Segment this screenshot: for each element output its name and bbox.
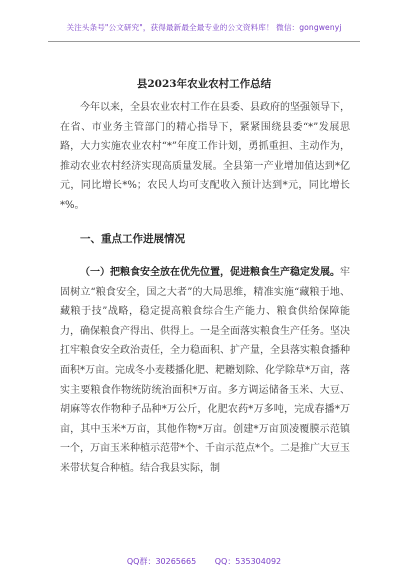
- section-heading: 一、重点工作进展情况: [80, 233, 185, 245]
- intro-paragraph: 今年以来，全县农业农村工作在县委、县政府的坚强领导下，在省、市业务主管部门的精心指导下，紧紧围绕县委“*”发展思路，大力实施农业农村“*”年度工作计划，勇抓重担、主动作为，推动农业农村经济实现高质量发展。全县第一产业增加值达到*亿元，同比增长*%；农民人均可支配收入预计达到*元，同比增长*%。: [60, 102, 350, 211]
- subsection-lead: （一）把粮食安全放在优先位置，促进粮食生产稳定发展。: [80, 267, 340, 278]
- footer-contact: [0, 556, 408, 567]
- document-title: 县2023年农业农村工作总结: [136, 78, 272, 90]
- footer-qq-group: QQ群：30265665: [126, 557, 197, 566]
- subsection-paragraph: [60, 263, 350, 553]
- header-banner: 关注头条号"公文研究"，获得最新最全最专业的公文资料库！ 微信：gongwenyj: [66, 23, 342, 32]
- header-divider: [48, 41, 360, 42]
- footer-qq: QQ：535304092: [214, 557, 282, 566]
- subsection-body: 牢固树立“粮食安全，国之大者”的大局思维，精准实施“藏粮于地、藏粮于技”战略，稳定提高粮食综合生产能力、粮食供给保障能力，确保粮食产得出、供得上。一是全面落实粮食生产任务。坚决扛牢粮食安全政治责任，全力稳面积、扩产量，全县落实粮食播种面积*万亩。完成冬小麦耧播化肥、耙耱划除、化学除草*万亩，落实主要粮食作物统防统治面积*万亩。多方调运储备玉米、大豆、胡麻等农作物种子品种*万公斤，化肥农药*万多吨，完成春播*万亩，其中玉米*万亩，其他作物*万亩。创建*万亩顶凌覆膜示范镇一个，万亩玉米种植示范带*个、千亩示范点*个。二是推广大豆玉米带状复合种植。结合我县实际，制: [60, 267, 350, 474]
